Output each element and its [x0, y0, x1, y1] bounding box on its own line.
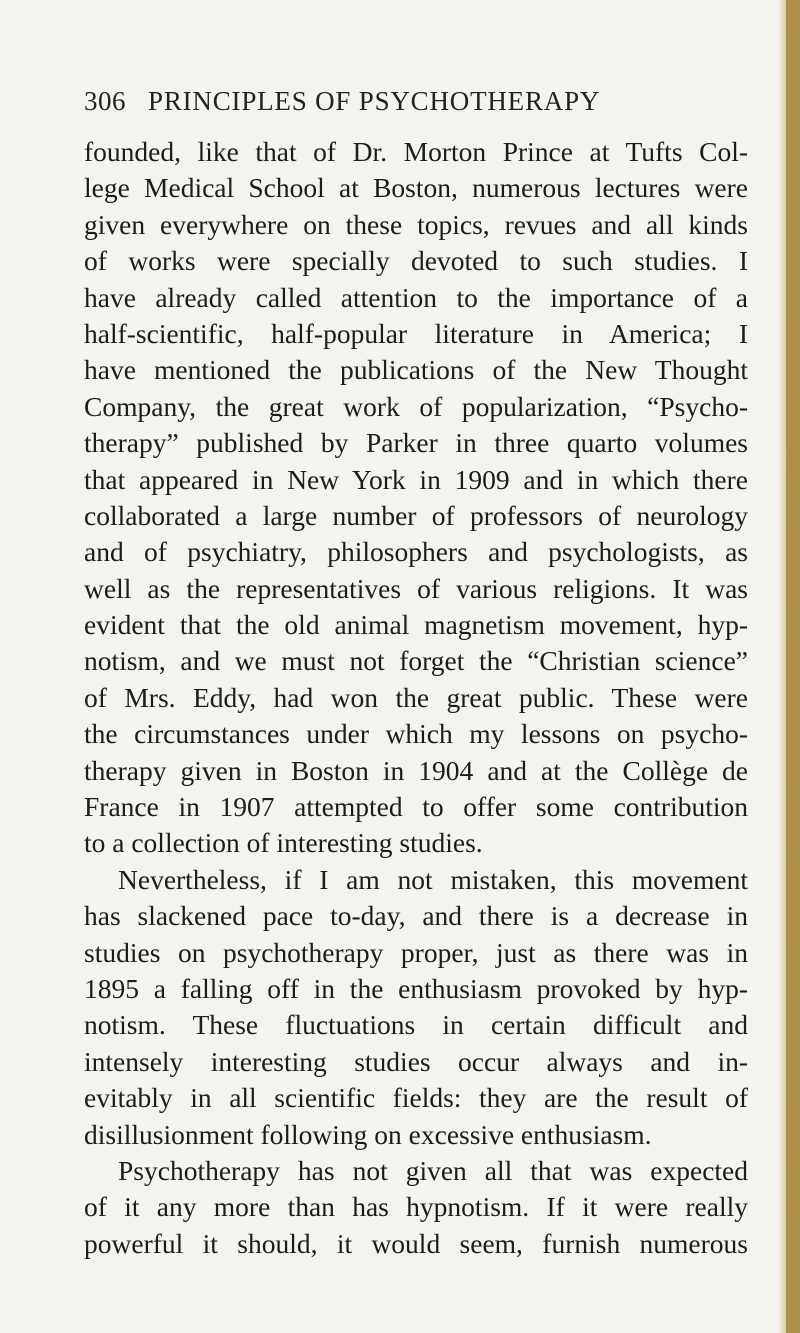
text-line: that appeared in New York in 1909 and in which there — [84, 463, 748, 495]
text-line: given everywhere on these topics, revues and all kinds — [84, 208, 748, 240]
paragraph — [84, 1153, 748, 1262]
text-line: Psychotherapy has not given all that was expected — [118, 1154, 748, 1186]
text-line: disillusionment following on excessive enthusiasm. — [84, 1118, 652, 1150]
text-line: studies on psychotherapy proper, just as there was in — [84, 936, 748, 968]
text-line: half-scientific, half-popular literature in America; I — [84, 317, 748, 349]
text-line: notism, and we must not forget the “Christian science” — [84, 645, 748, 677]
text-line: to a collection of interesting studies. — [84, 827, 483, 859]
text-line: and of psychiatry, philosophers and psychologists, as — [84, 536, 748, 568]
text-line: of Mrs. Eddy, had won the great public. These were — [84, 681, 748, 713]
text-line: have mentioned the publications of the New Thought — [84, 354, 748, 386]
text-line: intensely interesting studies occur always and in- — [84, 1045, 748, 1077]
running-title: PRINCIPLES OF PSYCHOTHERAPY — [148, 86, 601, 116]
text-line: powerful it should, it would seem, furnish numerous — [84, 1227, 748, 1259]
text-line: 1895 a falling off in the enthusiasm provoked by hyp- — [84, 972, 748, 1004]
page-number: 306 — [84, 86, 126, 116]
text-line: founded, like that of Dr. Morton Prince at Tufts Col- — [84, 136, 748, 167]
text-line: therapy given in Boston in 1904 and at the Collège de — [84, 754, 748, 786]
text-line: Company, the great work of popularization, “Psycho- — [84, 390, 748, 422]
text-line: of works were specially devoted to such studies. I — [84, 245, 748, 277]
running-head — [84, 86, 744, 126]
text-line: have already called attention to the importance of a — [84, 281, 748, 313]
paragraph — [84, 862, 748, 1153]
text-line: has slackened pace to-day, and there is a decrease in — [84, 900, 748, 932]
text-line: notism. These fluctuations in certain difficult and — [84, 1009, 748, 1041]
text-line: Nevertheless, if I am not mistaken, this movement — [118, 863, 748, 895]
paragraph — [84, 134, 748, 862]
text-line: of it any more than has hypnotism. If it were really — [84, 1191, 748, 1223]
text-line: France in 1907 attempted to offer some contribution — [84, 791, 748, 823]
body-text — [84, 134, 748, 1262]
text-line: well as the representatives of various religions. It was — [84, 572, 748, 604]
text-line: collaborated a large number of professors of neurology — [84, 499, 748, 531]
text-line: evident that the old animal magnetism movement, hyp- — [84, 609, 748, 641]
text-line: the circumstances under which my lessons on psycho- — [84, 718, 748, 750]
text-line: therapy” published by Parker in three quarto volumes — [84, 427, 748, 459]
text-line: lege Medical School at Boston, numerous lectures were — [84, 172, 748, 204]
page-edge-foxing — [786, 0, 800, 1333]
text-line: evitably in all scientific fields: they are the result of — [84, 1082, 748, 1114]
